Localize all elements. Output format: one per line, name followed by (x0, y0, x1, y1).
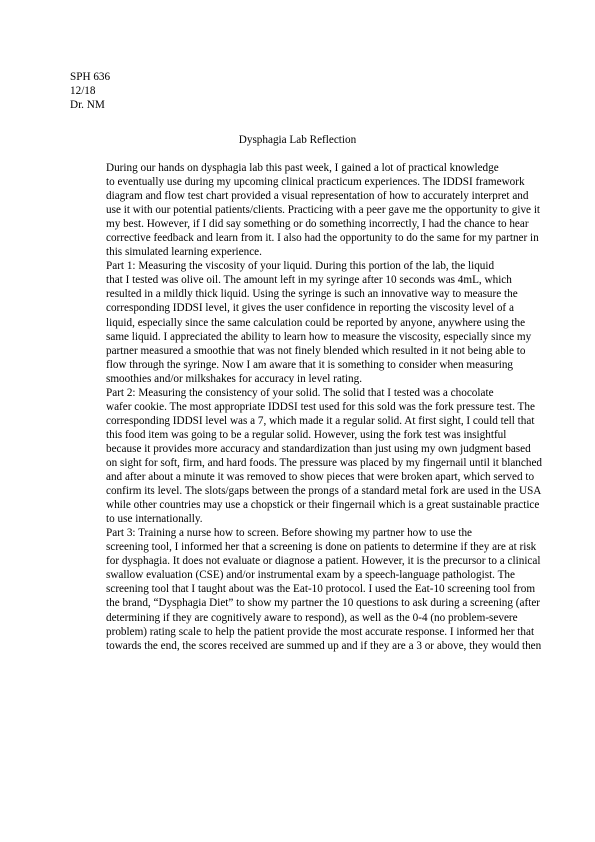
paragraph-line: to use internationally. (106, 513, 203, 526)
paragraph-line: liquid, especially since the same calculation could be reported by anyone, anywhere using the (106, 316, 526, 329)
paragraph-line: same liquid. I appreciated the ability to learn how to measure the viscosity, especially since my (106, 330, 532, 343)
paragraph-1 (70, 161, 541, 259)
paragraph-line: Part 1: Measuring the viscosity of your liquid. During this portion of the lab, the liquid (106, 260, 495, 273)
paragraph-line: diagram and flow test chart provided a visual representation of how to accurately interpret and (106, 190, 529, 203)
paragraph-2 (70, 259, 530, 385)
paragraph-line: flow through the syringe. Now I am aware that it is something to consider when measuring (106, 358, 514, 371)
paragraph-line: towards the end, the scores received are summed up and if they are a 3 or above, they would then (106, 639, 542, 652)
instructor-name: Dr. NM (70, 99, 105, 112)
paragraph-line: corresponding IDDSI level was a 7, which made it a regular solid. At first sight, I could tell that (106, 414, 535, 427)
paragraph-line: this simulated learning experience. (106, 246, 262, 259)
paragraph-4 (70, 526, 542, 652)
paragraph-line: Part 3: Training a nurse how to screen. Before showing my partner how to use the (106, 527, 473, 540)
paragraph-line: corresponding IDDSI level, it gives the user confidence in reporting the viscosity level of a (106, 302, 514, 315)
paragraph-line: for dysphagia. It does not evaluate or diagnose a patient. However, it is the precursor to a clinical (106, 555, 541, 568)
paragraph-line: confirm its level. The slots/gaps between the prongs of a standard metal fork are used in the USA (106, 485, 542, 498)
paragraph-line: corrective feedback and learn from it. I also had the opportunity to do the same for my partner in (106, 232, 539, 245)
document-title: Dysphagia Lab Reflection (238, 134, 357, 146)
document-body (70, 161, 543, 653)
paragraph-line: During our hands on dysphagia lab this past week, I gained a lot of practical knowledge (106, 162, 499, 174)
paragraph-line: use it with our potential patients/clients. Practicing with a peer gave me the opportunity to give it (106, 204, 541, 217)
course-code: SPH 636 (70, 71, 111, 83)
paragraph-line: screening tool, I informed her that a screening is done on patients to determine if they are at risk (106, 541, 537, 554)
document-header (70, 70, 530, 112)
paragraph-line: that I tested was olive oil. The amount left in my syringe after 10 seconds was 4mL, which (106, 274, 512, 287)
document-date: 12/18 (70, 85, 96, 98)
paragraph-line: determining if they are cognitively aware to respond), as well as the 0-4 (no problem-severe (106, 611, 518, 624)
paragraph-line: problem) rating scale to help the patient provide the most accurate response. I informed her that (106, 625, 535, 638)
paragraph-line: because it provides more accuracy and standardization than just using my own judgment based (106, 442, 531, 455)
paragraph-line: and after about a minute it was removed to show pieces that were broken apart, which served to (106, 471, 535, 484)
paragraph-line: Part 2: Measuring the consistency of your solid. The solid that I tested was a chocolate (106, 386, 494, 399)
paragraph-line: partner measured a smoothie that was not finely blended which resulted in it not being able to (106, 344, 526, 357)
paragraph-line: my best. However, if I did say something or do something incorrectly, I had the chance to hear (106, 218, 529, 231)
paragraph-line: to eventually use during my upcoming clinical practicum experiences. The IDDSI framework (106, 176, 525, 189)
paragraph-line: wafer cookie. The most appropriate IDDSI test used for this sold was the fork pressure test. The (106, 400, 535, 413)
paragraph-line: smoothies and/or milkshakes for accuracy in level rating. (106, 372, 362, 385)
paragraph-line: the brand, “Dysphagia Diet” to show my partner the 10 questions to ask during a screening (after (106, 597, 541, 610)
paragraph-line: while other countries may use a chopstick or their fingernail which is a great sustainable practice (106, 499, 540, 512)
paragraph-3 (70, 386, 543, 526)
paragraph-line: swallow evaluation (CSE) and/or instrumental exam by a speech-language pathologist. The (106, 569, 515, 582)
paragraph-line: on sight for soft, firm, and hard foods. The pressure was placed by my fingernail until it blanched (106, 456, 543, 469)
paragraph-line: screening tool that I taught about was the Eat-10 protocol. I used the Eat-10 screening tool from (106, 583, 536, 596)
paragraph-line: this food item was going to be a regular solid. However, using the fork test was insightful (106, 428, 507, 441)
paragraph-line: resulted in a mildly thick liquid. Using the syringe is such an innovative way to measure the (106, 288, 518, 301)
